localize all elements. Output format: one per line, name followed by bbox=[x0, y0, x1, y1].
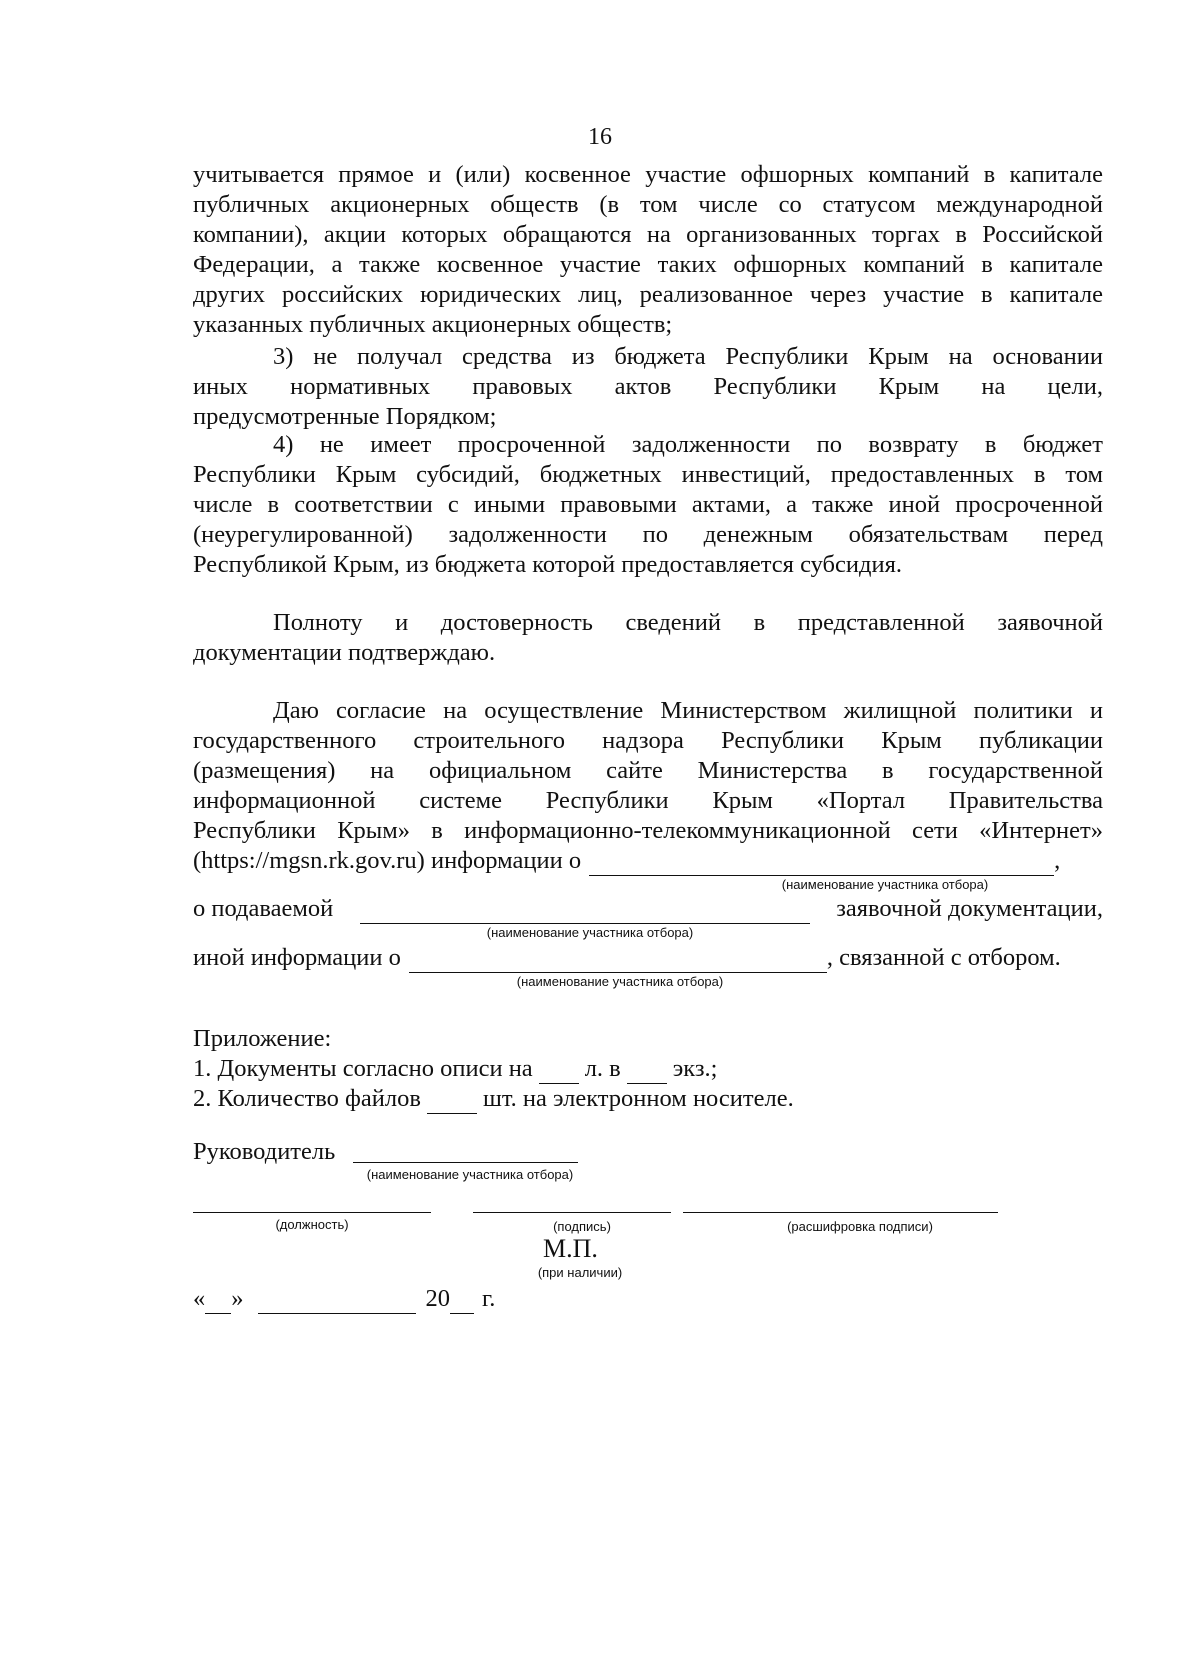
files-count-field[interactable] bbox=[427, 1093, 477, 1114]
page-number: 16 bbox=[588, 124, 612, 150]
text-line: о подаваемой bbox=[193, 895, 334, 922]
head-label: Руководитель bbox=[193, 1138, 336, 1165]
stamp-note: (при наличии) bbox=[537, 1265, 623, 1280]
text-line: иных нормативных правовых актов Республики Крым на цели, bbox=[193, 373, 1103, 400]
text-line: предусмотренные Порядком; bbox=[193, 403, 497, 430]
text-line: , связанной с отбором. bbox=[826, 944, 1061, 971]
attachment-title: Приложение: bbox=[193, 1025, 332, 1052]
text-line: Республикой Крым, из бюджета которой предоставляется субсидия. bbox=[193, 551, 902, 578]
text-line: , bbox=[1054, 847, 1061, 874]
paragraph-item-3 bbox=[193, 342, 1103, 432]
text-line: учитывается прямое и (или) косвенное участие офшорных компаний в капитале bbox=[193, 161, 1103, 188]
date-line bbox=[193, 1284, 1103, 1314]
caption-decoding: (расшифровка подписи) bbox=[787, 1219, 933, 1234]
text-line: Республики Крым» в информационно-телекоммуникационной сети «Интернет» bbox=[193, 817, 1103, 844]
head-name-field[interactable] bbox=[353, 1162, 578, 1163]
participant-name-field[interactable] bbox=[360, 903, 810, 924]
text-line: 2. Количество файлов bbox=[193, 1085, 421, 1112]
paragraph-confirmation bbox=[193, 608, 1103, 668]
year-field[interactable] bbox=[450, 1293, 474, 1314]
text-line: Даю согласие на осуществление Министерством жилищной политики и bbox=[273, 697, 1103, 724]
text-line: Федерации, а также косвенное участие таких офшорных компаний в капитале bbox=[193, 251, 1103, 278]
caption-signature: (подпись) bbox=[553, 1219, 611, 1234]
month-field[interactable] bbox=[258, 1293, 416, 1314]
text-line: экз.; bbox=[672, 1055, 718, 1082]
stamp-mark: М.П. bbox=[543, 1234, 598, 1263]
text-line: Республики Крым субсидий, бюджетных инвестиций, предоставленных в том bbox=[193, 461, 1103, 488]
caption-participant: (наименование участника отбора) bbox=[781, 877, 989, 892]
text-line: л. в bbox=[584, 1055, 621, 1082]
text-line: числе в соответствии с иными правовыми актами, а также иной просроченной bbox=[193, 491, 1103, 518]
text-line: « bbox=[193, 1285, 206, 1312]
text-line: г. bbox=[482, 1285, 496, 1312]
text-line: документации подтверждаю. bbox=[193, 639, 496, 666]
text-line: заявочной документации, bbox=[836, 895, 1103, 922]
paragraph-offshore bbox=[193, 160, 1103, 340]
signature-field[interactable] bbox=[473, 1212, 671, 1213]
consent-participant-line bbox=[193, 846, 1103, 876]
text-line: (неурегулированной) задолженности по денежным обязательствам перед bbox=[193, 521, 1103, 548]
paragraph-consent bbox=[193, 696, 1103, 876]
pages-count-field[interactable] bbox=[539, 1063, 579, 1084]
text-line: информационной системе Республики Крым «Портал Правительства bbox=[193, 787, 1103, 814]
text-line: » bbox=[231, 1285, 244, 1312]
text-line: 3) не получал средства из бюджета Республики Крым на основании bbox=[273, 343, 1103, 370]
text-line: (https://mgsn.rk.gov.ru) информации о bbox=[193, 847, 582, 874]
text-line: Полноту и достоверность сведений в представленной заявочной bbox=[273, 609, 1103, 636]
text-line: шт. на электронном носителе. bbox=[482, 1085, 794, 1112]
submitted-docs-line bbox=[193, 894, 1103, 924]
attachment-item-2 bbox=[193, 1084, 1103, 1114]
text-line: 20 bbox=[425, 1285, 450, 1312]
text-line: государственного строительного надзора Республики Крым публикации bbox=[193, 727, 1103, 754]
caption-participant: (наименование участника отбора) bbox=[516, 974, 724, 989]
text-line: 4) не имеет просроченной задолженности по возврату в бюджет bbox=[273, 431, 1103, 458]
position-field[interactable] bbox=[193, 1212, 431, 1213]
copies-count-field[interactable] bbox=[627, 1063, 667, 1084]
caption-participant: (наименование участника отбора) bbox=[366, 1167, 574, 1182]
text-line: (размещения) на официальном сайте Министерства в государственной bbox=[193, 757, 1103, 784]
other-info-line bbox=[193, 943, 1103, 973]
caption-participant: (наименование участника отбора) bbox=[486, 925, 694, 940]
text-line: других российских юридических лиц, реализованное через участие в капитале bbox=[193, 281, 1103, 308]
caption-position: (должность) bbox=[275, 1217, 349, 1232]
paragraph-item-4 bbox=[193, 430, 1103, 580]
text-line: 1. Документы согласно описи на bbox=[193, 1055, 533, 1082]
text-line: иной информации о bbox=[193, 944, 401, 971]
attachments bbox=[193, 1024, 1103, 1114]
text-line: компании), акции которых обращаются на организованных торгах в Российской bbox=[193, 221, 1103, 248]
text-line: указанных публичных акционерных обществ; bbox=[193, 311, 673, 338]
attachment-item-1 bbox=[193, 1054, 1103, 1084]
participant-name-field[interactable] bbox=[589, 855, 1054, 876]
participant-name-field[interactable] bbox=[409, 952, 827, 973]
signature-decoding-field[interactable] bbox=[683, 1212, 998, 1213]
text-line: публичных акционерных обществ (в том числе со статусом международной bbox=[193, 191, 1103, 218]
day-field[interactable] bbox=[205, 1293, 231, 1314]
